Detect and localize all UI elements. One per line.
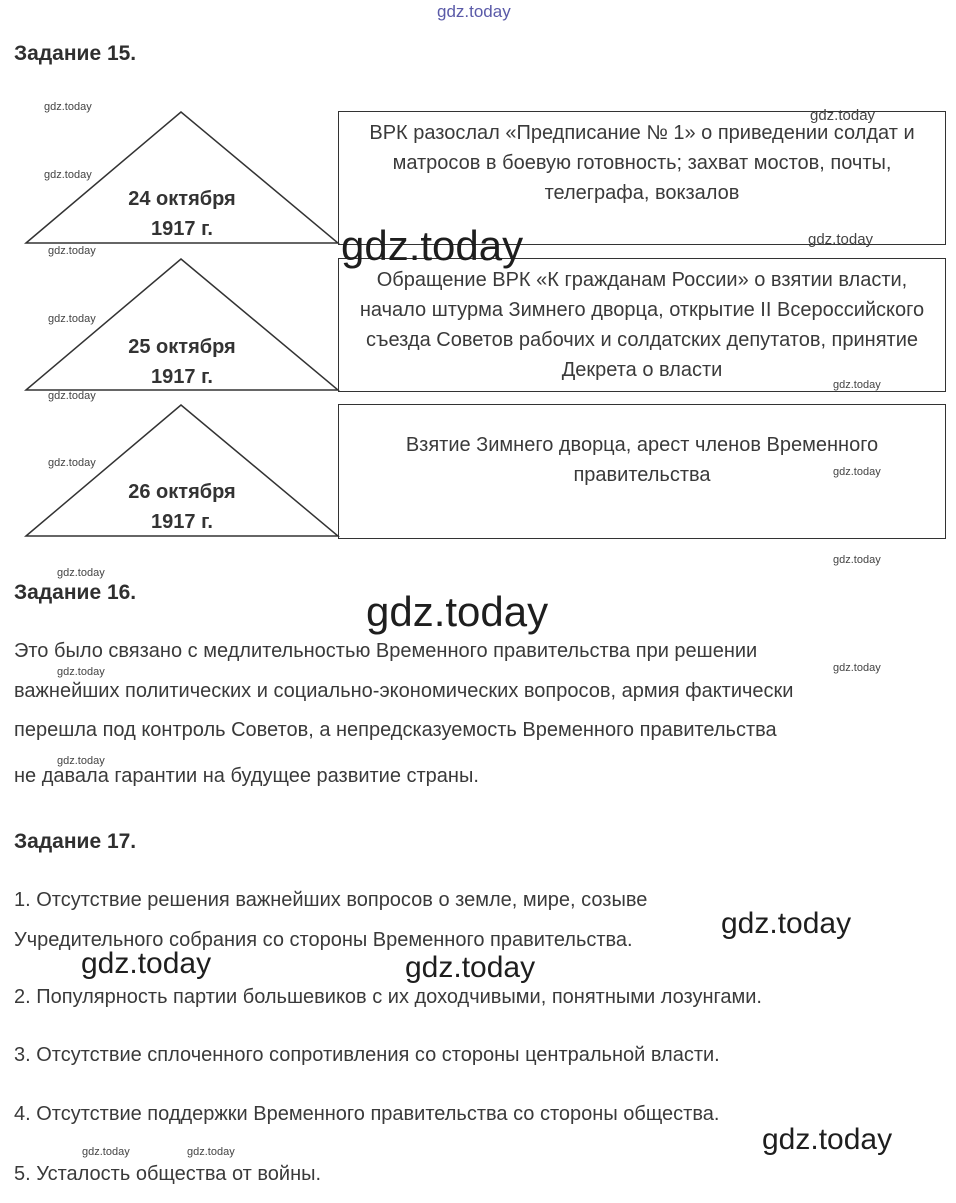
event-description-3: Взятие Зимнего дворца, арест членов Временного правительства — [405, 434, 879, 486]
watermark: gdz.today — [833, 554, 881, 566]
watermark: gdz.today — [48, 390, 96, 402]
task17-heading: Задание 17. — [14, 830, 137, 853]
task16-line-3: перешла под контроль Советов, а непредсказуемость Временного правительства — [14, 719, 777, 741]
watermark: gdz.today — [808, 231, 874, 248]
watermark: gdz.today — [762, 1123, 893, 1156]
watermark: gdz.today — [341, 222, 524, 269]
watermark: gdz.today — [48, 313, 96, 325]
watermark: gdz.today — [833, 466, 881, 478]
event-date-3 — [82, 477, 282, 537]
watermark: gdz.today — [833, 379, 881, 391]
event-date-1-year: 1917 г. — [151, 218, 213, 240]
event-date-1-day: 24 октября — [128, 188, 236, 210]
event-box-2 — [338, 258, 946, 392]
event-date-2-year: 1917 г. — [151, 366, 213, 388]
task17-item-1-cont: Учредительного собрания со стороны Временного правительства. — [14, 929, 633, 951]
watermark: gdz.today — [721, 907, 852, 940]
event-date-2 — [82, 332, 282, 392]
task16-heading: Задание 16. — [14, 581, 137, 604]
task16-line-2: важнейших политических и социально-экономических вопросов, армия фактически — [14, 680, 794, 702]
event-description-1: ВРК разослал «Предписание № 1» о приведении солдат и матросов в боевую готовность; захват мостов, почты, телеграфа, вокзалов — [369, 122, 915, 204]
event-date-2-day: 25 октября — [128, 336, 236, 358]
watermark: gdz.today — [81, 947, 212, 980]
event-description-2: Обращение ВРК «К гражданам России» о взятии власти, начало штурма Зимнего дворца, открытие II Всероссийского съезда Советов рабочих и солдатских депутатов, принятие Декрета о власти — [359, 269, 925, 381]
watermark: gdz.today — [833, 662, 881, 674]
watermark: gdz.today — [48, 245, 96, 257]
task16-line-1: Это было связано с медлительностью Временного правительства при решении — [14, 640, 758, 662]
event-date-3-year: 1917 г. — [151, 511, 213, 533]
watermark: gdz.today — [82, 1146, 130, 1158]
watermark: gdz.today — [187, 1146, 235, 1158]
event-date-3-day: 26 октября — [128, 481, 236, 503]
watermark: gdz.today — [48, 457, 96, 469]
task17-item-4: 4. Отсутствие поддержки Временного правительства со стороны общества. — [14, 1103, 720, 1125]
event-date-1 — [82, 184, 282, 244]
watermark: gdz.today — [57, 567, 105, 579]
task15-heading: Задание 15. — [14, 42, 137, 65]
watermark: gdz.today — [810, 107, 876, 124]
watermark: gdz.today — [57, 666, 105, 678]
watermark-top: gdz.today — [437, 2, 511, 21]
task17-item-3: 3. Отсутствие сплоченного сопротивления со стороны центральной власти. — [14, 1044, 720, 1066]
watermark: gdz.today — [44, 101, 92, 113]
watermark: gdz.today — [44, 169, 92, 181]
task17-item-5: 5. Усталость общества от войны. — [14, 1163, 322, 1185]
watermark: gdz.today — [57, 755, 105, 767]
task17-item-1: 1. Отсутствие решения важнейших вопросов о земле, мире, созыве — [14, 889, 648, 911]
watermark: gdz.today — [405, 951, 536, 984]
task17-item-2: 2. Популярность партии большевиков с их доходчивыми, понятными лозунгами. — [14, 986, 762, 1008]
watermark: gdz.today — [366, 588, 549, 635]
task16-line-4: не давала гарантии на будущее развитие страны. — [14, 765, 479, 787]
